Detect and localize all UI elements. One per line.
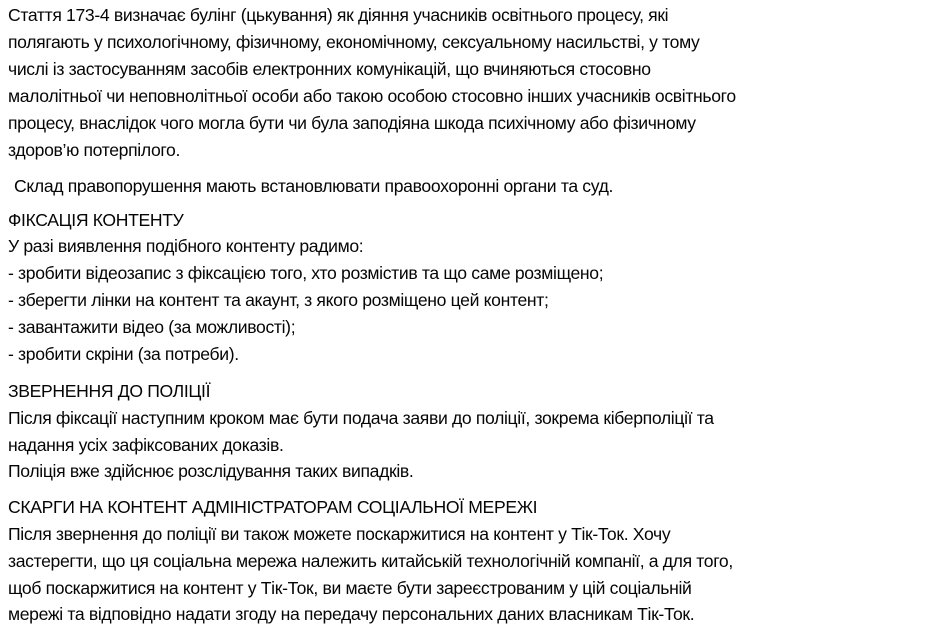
- section-line: У разі виявлення подібного контенту радимо:: [8, 236, 364, 256]
- intro-line: числі із застосуванням засобів електронних комунікацій, що вчиняються стосовно: [8, 59, 651, 79]
- intro-line: малолітньої чи неповнолітньої особи або такою особою стосовно інших учасників освітнього: [8, 86, 736, 106]
- intro-line: процесу, внаслідок чого могла бути чи була заподіяна шкода психічному або фізичному: [8, 113, 696, 133]
- section-heading-police: ЗВЕРНЕННЯ ДО ПОЛІЦІЇ: [8, 381, 211, 401]
- section-line: застерегти, що ця соціальна мережа належить китайській технологічній компанії, а для того,: [8, 551, 733, 571]
- intro-note: Склад правопорушення мають встановлювати правоохоронні органи та суд.: [14, 176, 614, 196]
- section-line: - зберегти лінки на контент та акаунт, з якого розміщено цей контент;: [8, 290, 549, 310]
- intro-line: Стаття 173-4 визначає булінг (цькування) як діяння учасників освітнього процесу, які: [8, 5, 669, 25]
- section-line: - зробити скріни (за потреби).: [8, 344, 239, 364]
- intro-line: здоров’ю потерпілого.: [8, 140, 181, 160]
- intro-line: полягають у психологічному, фізичному, економічному, сексуальному насильстві, у тому: [8, 32, 700, 52]
- section-heading-fixation: ФІКСАЦІЯ КОНТЕНТУ: [8, 210, 184, 230]
- section-line: - завантажити відео (за можливості);: [8, 317, 296, 337]
- section-line: Після звернення до поліції ви також можете поскаржитися на контент у Тік-Ток. Хочу: [8, 524, 671, 544]
- section-line: надання усіх зафіксованих доказів.: [8, 435, 284, 455]
- section-line: мережі та відповідно надати згоду на передачу персональних даних власникам Тік-Ток.: [8, 604, 695, 624]
- section-line: Поліція вже здійснює розслідування таких випадків.: [8, 461, 414, 481]
- section-line: щоб поскаржитися на контент у Тік-Ток, ви маєте бути зареєстрованим у цій соціальній: [8, 578, 692, 598]
- section-line: Після фіксації наступним кроком має бути подача заяви до поліції, зокрема кіберполіції та: [8, 408, 714, 428]
- section-heading-complaints: СКАРГИ НА КОНТЕНТ АДМІНІСТРАТОРАМ СОЦІАЛЬНОЇ МЕРЕЖІ: [8, 497, 538, 517]
- section-line: - зробити відеозапис з фіксацією того, хто розмістив та що саме розміщено;: [8, 263, 604, 283]
